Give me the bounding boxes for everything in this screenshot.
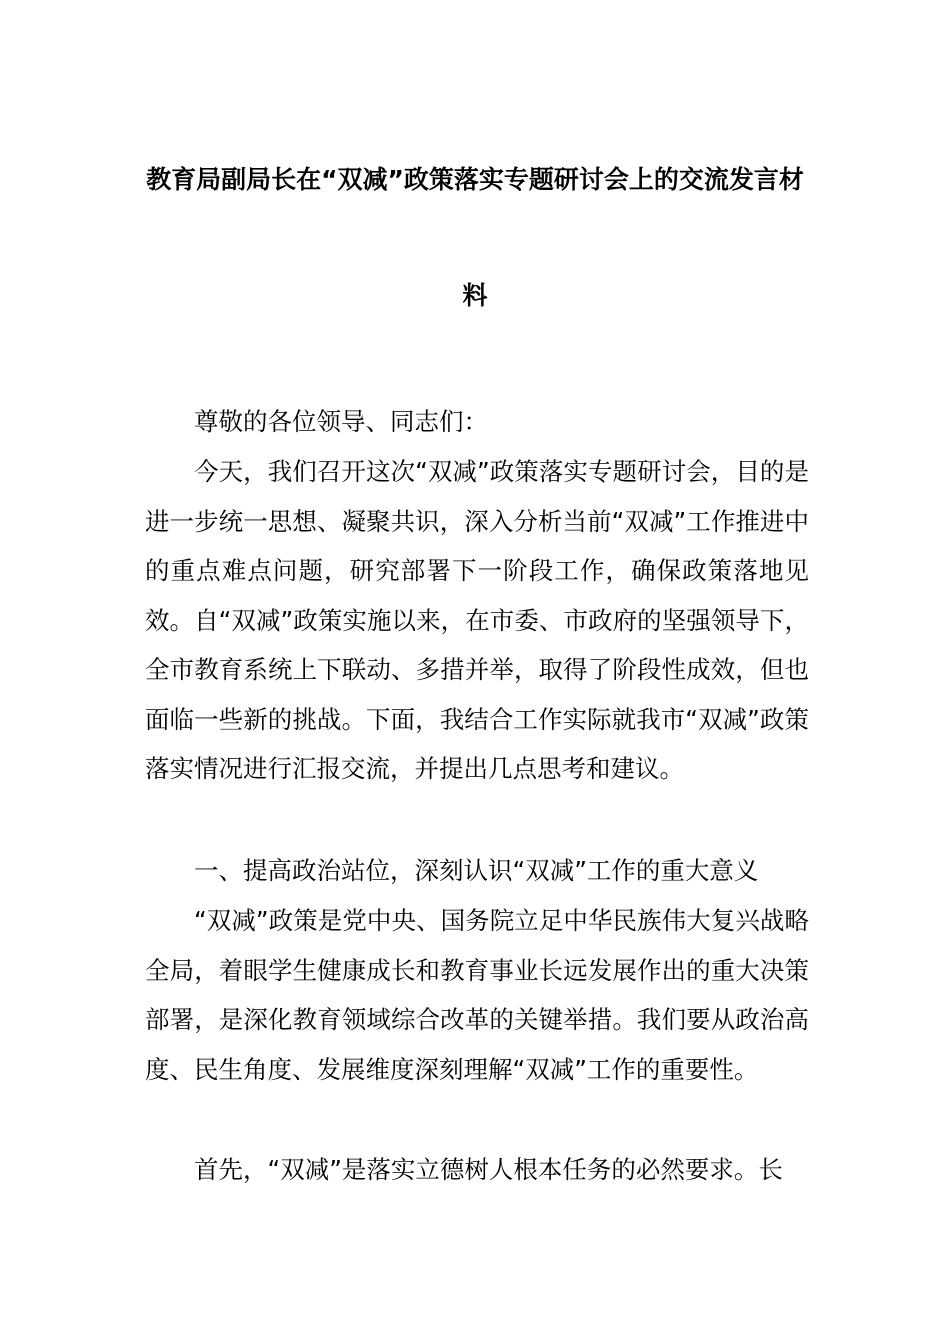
paragraph-first-point: 首先，“双减”是落实立德树人根本任务的必然要求。长 <box>194 1155 783 1184</box>
document-title-line-2: 料 <box>462 281 488 310</box>
salutation: 尊敬的各位领导、同志们： <box>194 407 488 436</box>
paragraph-significance: “双减”政策是党中央、国务院立足中华民族伟大复兴战略全局，着眼学生健康成长和教育事业长远发展作出的重大决策部署，是深化教育领域综合改革的关键举措。我们要从政治高度、民生角度、发展维度深刻理解“双减”工作的重要性。 <box>145 906 809 1084</box>
document-title-line-1: 教育局副局长在“双减”政策落实专题研讨会上的交流发言材 <box>146 165 804 194</box>
section-heading-1: 一、提高政治站位，深刻认识“双减”工作的重大意义 <box>194 856 759 885</box>
paragraph-intro: 今天，我们召开这次“双减”政策落实专题研讨会，目的是进一步统一思想、凝聚共识，深入分析当前“双减”工作推进中的重点难点问题，研究部署下一阶段工作，确保政策落地见效。自“双减”政策实施以来，在市委、市政府的坚强领导下，全市教育系统上下联动、多措并举，取得了阶段性成效，但也面临一些新的挑战。下面，我结合工作实际就我市“双减”政策落实情况进行汇报交流，并提出几点思考和建议。 <box>145 457 809 783</box>
